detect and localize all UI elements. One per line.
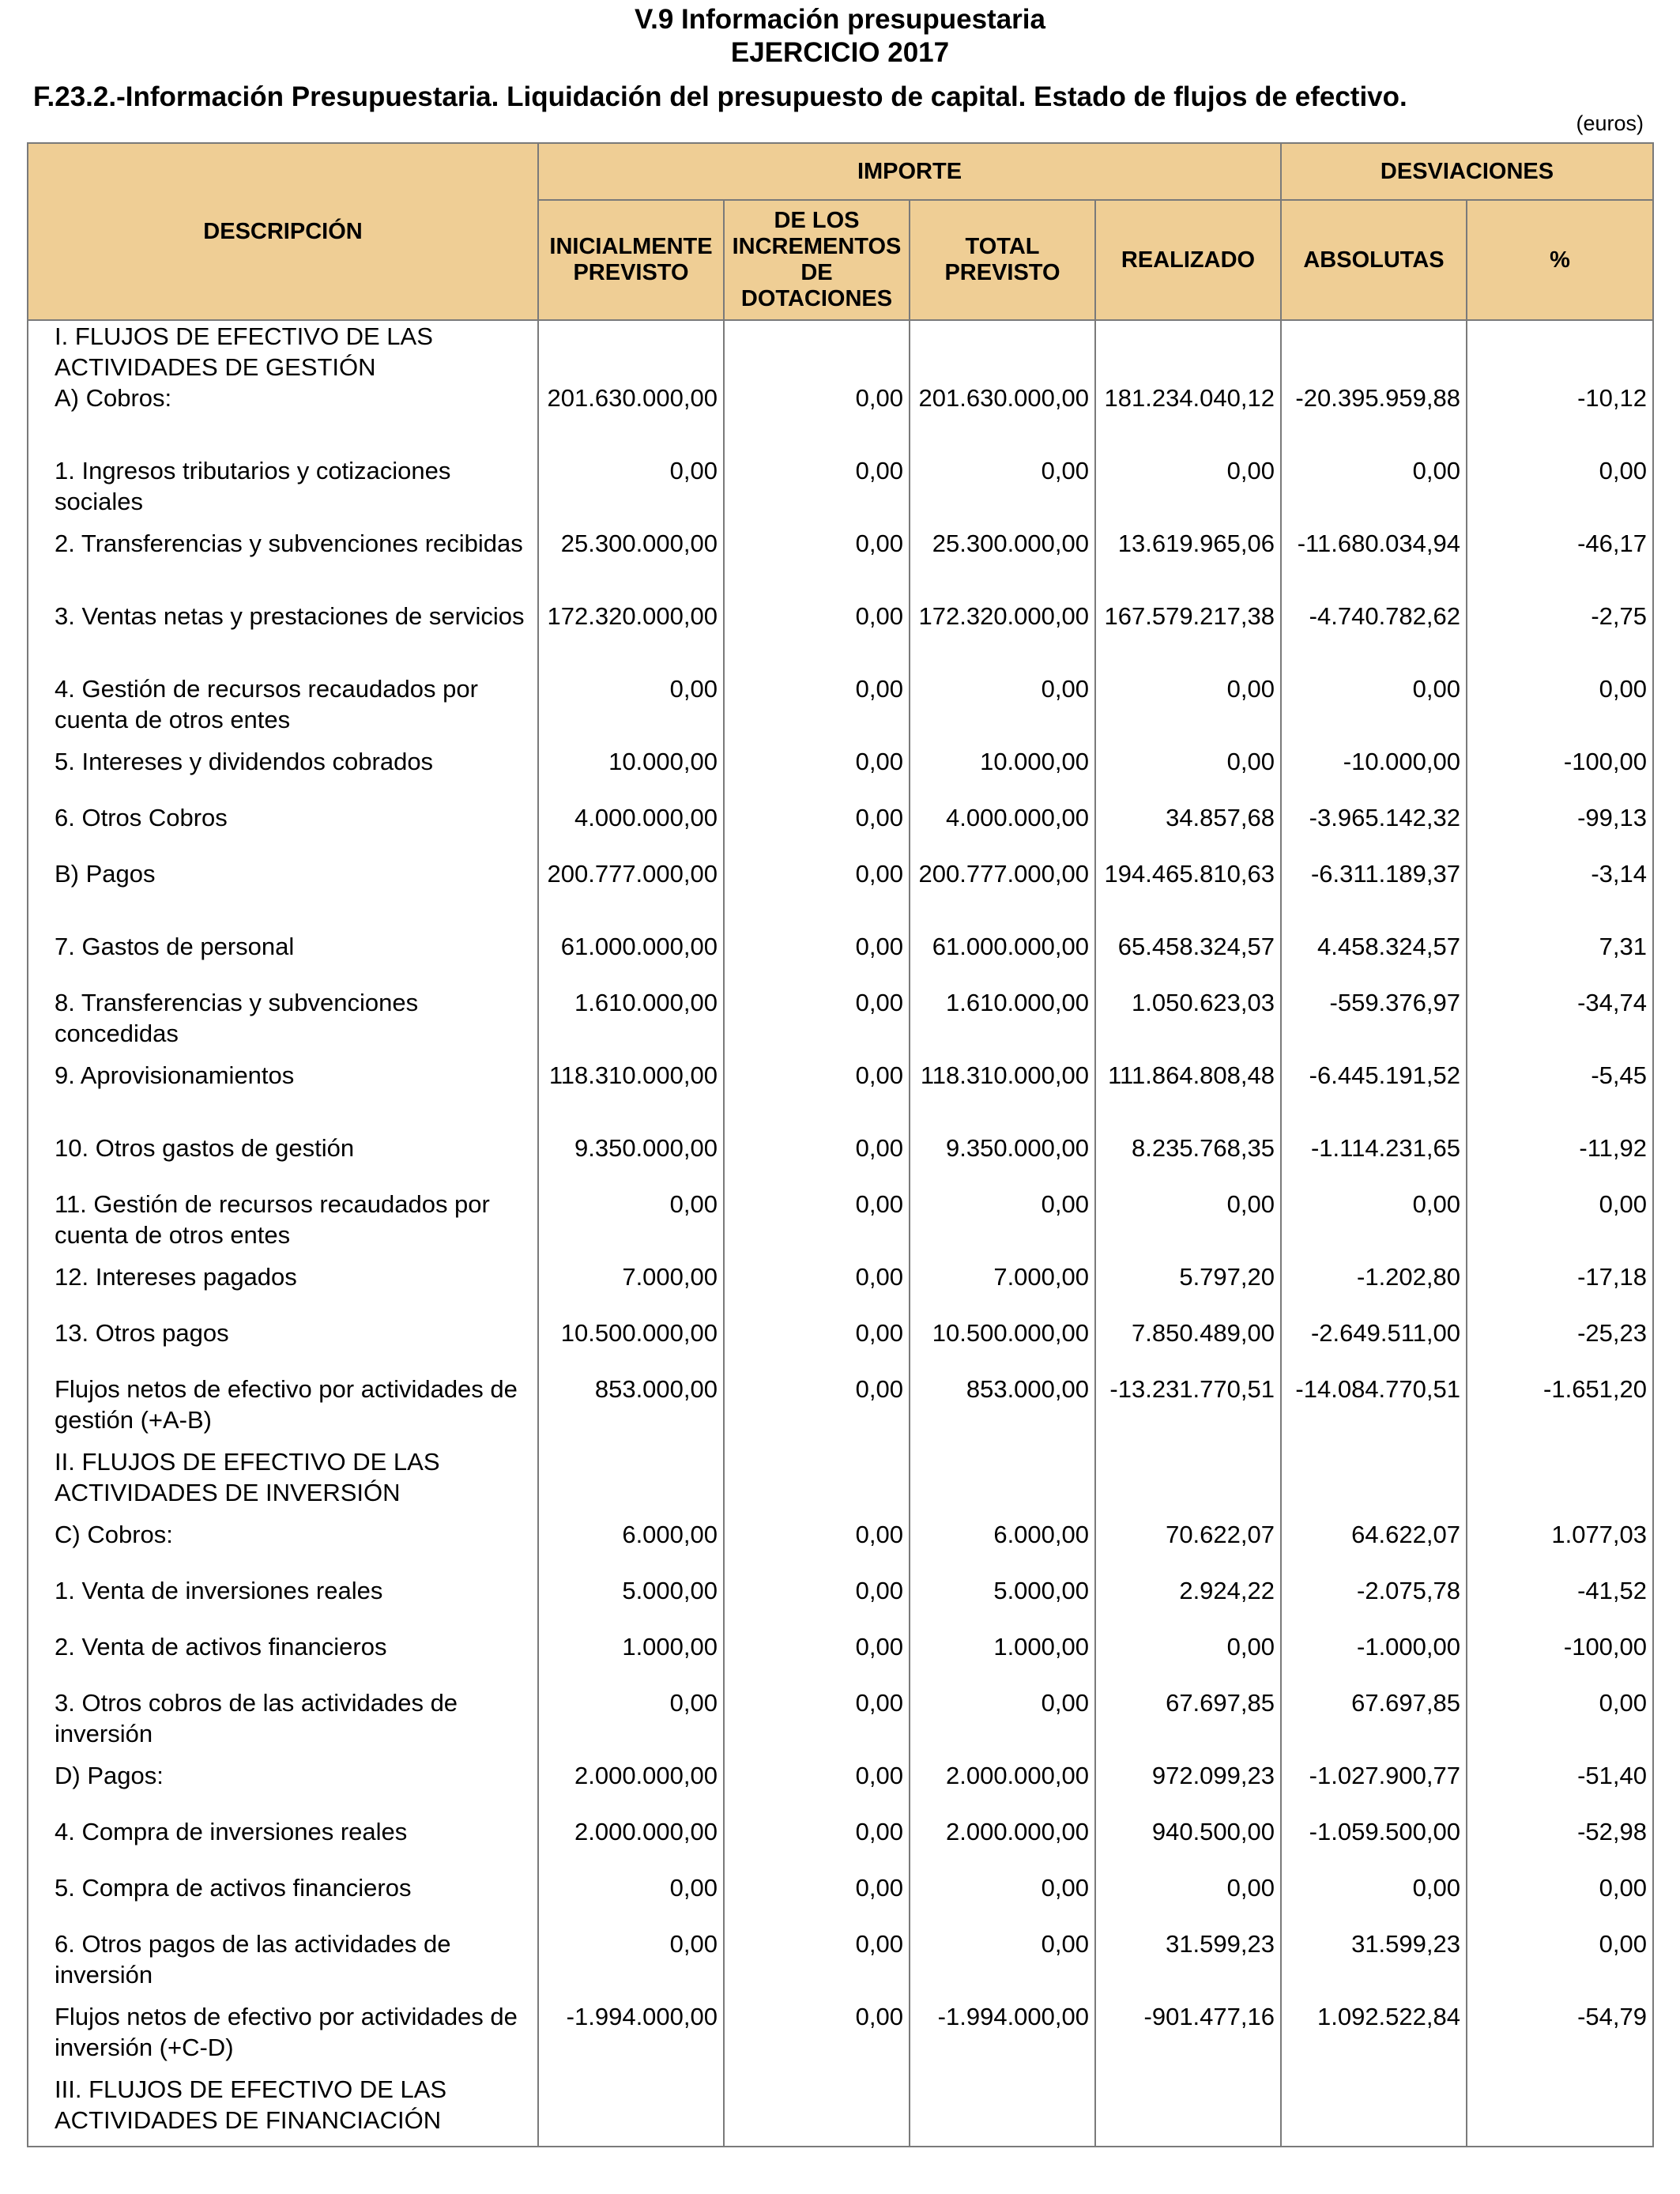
- cell-incrementos: 0,00: [724, 673, 910, 746]
- cell-total: 0,00: [910, 1687, 1095, 1760]
- row-label: 4. Compra de inversiones reales: [55, 1818, 408, 1845]
- cell-incrementos: 0,00: [724, 858, 910, 931]
- cell-absolutas: -1.114.231,65: [1281, 1133, 1467, 1189]
- cell-realizado: 0,00: [1095, 746, 1281, 802]
- cell-incrementos: 0,00: [724, 1189, 910, 1261]
- cell-absolutas: -1.000,00: [1281, 1631, 1467, 1687]
- table-row: [28, 987, 1653, 1060]
- cell-total: 4.000.000,00: [910, 802, 1095, 858]
- row-label: 8. Transferencias y subvenciones concedidas: [55, 989, 419, 1047]
- cell-inicial: [538, 320, 724, 383]
- cell-porcentaje: [1467, 320, 1653, 383]
- cell-descripcion: [28, 1519, 538, 1575]
- cell-absolutas: 4.458.324,57: [1281, 931, 1467, 987]
- cell-incrementos: 0,00: [724, 1519, 910, 1575]
- row-label: 12. Intereses pagados: [55, 1263, 297, 1291]
- cell-porcentaje: -2,75: [1467, 601, 1653, 673]
- cell-realizado: 67.697,85: [1095, 1687, 1281, 1760]
- cell-absolutas: [1281, 1446, 1467, 1519]
- row-label: 7. Gastos de personal: [55, 933, 295, 960]
- cell-porcentaje: [1467, 1446, 1653, 1519]
- cell-absolutas: [1281, 2074, 1467, 2147]
- cell-inicial: 201.630.000,00: [538, 383, 724, 455]
- cell-realizado: 8.235.768,35: [1095, 1133, 1281, 1189]
- cell-inicial: 2.000.000,00: [538, 1816, 724, 1872]
- cell-descripcion: [28, 858, 538, 931]
- cell-porcentaje: [1467, 2074, 1653, 2147]
- cell-incrementos: [724, 320, 910, 383]
- cell-realizado: 0,00: [1095, 1189, 1281, 1261]
- cell-descripcion: [28, 802, 538, 858]
- cell-realizado: 34.857,68: [1095, 802, 1281, 858]
- table-row: [28, 1687, 1653, 1760]
- cell-realizado: 31.599,23: [1095, 1928, 1281, 2001]
- header-descripcion: DESCRIPCIÓN: [28, 143, 538, 320]
- cell-descripcion: [28, 1318, 538, 1374]
- cell-total: 2.000.000,00: [910, 1760, 1095, 1816]
- row-label: 6. Otros pagos de las actividades de inversión: [55, 1930, 451, 1989]
- cell-realizado: 111.864.808,48: [1095, 1060, 1281, 1133]
- cell-total: 0,00: [910, 1872, 1095, 1928]
- cell-total: 2.000.000,00: [910, 1816, 1095, 1872]
- cell-total: 10.500.000,00: [910, 1318, 1095, 1374]
- cell-absolutas: 0,00: [1281, 455, 1467, 528]
- header-importe: IMPORTE: [538, 143, 1281, 200]
- cell-porcentaje: 0,00: [1467, 1928, 1653, 2001]
- cell-realizado: 167.579.217,38: [1095, 601, 1281, 673]
- cell-realizado: [1095, 320, 1281, 383]
- cell-inicial: 2.000.000,00: [538, 1760, 724, 1816]
- row-label: C) Cobros:: [55, 1521, 173, 1548]
- row-label: 3. Otros cobros de las actividades de inversión: [55, 1689, 458, 1747]
- cell-absolutas: -6.311.189,37: [1281, 858, 1467, 931]
- cell-descripcion: [28, 673, 538, 746]
- row-label: 1. Ingresos tributarios y cotizaciones sociales: [55, 457, 451, 515]
- cell-absolutas: 0,00: [1281, 1872, 1467, 1928]
- cell-incrementos: 0,00: [724, 1261, 910, 1318]
- header-total-previsto: TOTAL PREVISTO: [910, 200, 1095, 320]
- cell-total: 10.000,00: [910, 746, 1095, 802]
- cell-porcentaje: 0,00: [1467, 1189, 1653, 1261]
- cell-incrementos: 0,00: [724, 1318, 910, 1374]
- cell-realizado: 0,00: [1095, 455, 1281, 528]
- cell-total: [910, 2074, 1095, 2147]
- cell-total: 0,00: [910, 673, 1095, 746]
- cell-porcentaje: -11,92: [1467, 1133, 1653, 1189]
- row-label: 1. Venta de inversiones reales: [55, 1577, 383, 1604]
- row-label: A) Cobros:: [55, 384, 172, 412]
- cell-descripcion: [28, 455, 538, 528]
- table-row: [28, 383, 1653, 455]
- cell-absolutas: -20.395.959,88: [1281, 383, 1467, 455]
- cell-incrementos: 0,00: [724, 1575, 910, 1631]
- cell-realizado: 194.465.810,63: [1095, 858, 1281, 931]
- cell-realizado: 1.050.623,03: [1095, 987, 1281, 1060]
- cell-descripcion: [28, 2001, 538, 2074]
- cell-descripcion: [28, 1189, 538, 1261]
- cell-porcentaje: -46,17: [1467, 528, 1653, 601]
- cell-descripcion: [28, 1687, 538, 1760]
- cell-total: -1.994.000,00: [910, 2001, 1095, 2074]
- cell-total: 201.630.000,00: [910, 383, 1095, 455]
- table-row: [28, 1631, 1653, 1687]
- cell-absolutas: -1.027.900,77: [1281, 1760, 1467, 1816]
- table-row: [28, 1261, 1653, 1318]
- cell-inicial: 9.350.000,00: [538, 1133, 724, 1189]
- cell-porcentaje: -5,45: [1467, 1060, 1653, 1133]
- cell-porcentaje: 1.077,03: [1467, 1519, 1653, 1575]
- cell-absolutas: -11.680.034,94: [1281, 528, 1467, 601]
- cell-descripcion: [28, 746, 538, 802]
- cell-descripcion: [28, 1261, 538, 1318]
- cell-absolutas: 67.697,85: [1281, 1687, 1467, 1760]
- cell-total: 853.000,00: [910, 1374, 1095, 1446]
- header-porcentaje: %: [1467, 200, 1653, 320]
- cell-realizado: -13.231.770,51: [1095, 1374, 1281, 1446]
- cell-realizado: 972.099,23: [1095, 1760, 1281, 1816]
- cell-incrementos: 0,00: [724, 802, 910, 858]
- cell-incrementos: 0,00: [724, 601, 910, 673]
- table-row: [28, 2001, 1653, 2074]
- cell-total: 7.000,00: [910, 1261, 1095, 1318]
- cell-inicial: 200.777.000,00: [538, 858, 724, 931]
- cell-inicial: 61.000.000,00: [538, 931, 724, 987]
- cash-flow-table: [27, 142, 1654, 2147]
- cell-incrementos: 0,00: [724, 455, 910, 528]
- cell-total: [910, 1446, 1095, 1519]
- header-absolutas: ABSOLUTAS: [1281, 200, 1467, 320]
- cell-descripcion: [28, 1872, 538, 1928]
- row-label: III. FLUJOS DE EFECTIVO DE LAS ACTIVIDADES DE FINANCIACIÓN: [55, 2075, 447, 2134]
- table-row: [28, 1318, 1653, 1374]
- cell-absolutas: 31.599,23: [1281, 1928, 1467, 2001]
- cell-descripcion: [28, 528, 538, 601]
- cell-incrementos: 0,00: [724, 1816, 910, 1872]
- cell-total: 9.350.000,00: [910, 1133, 1095, 1189]
- cell-inicial: 4.000.000,00: [538, 802, 724, 858]
- cell-absolutas: -6.445.191,52: [1281, 1060, 1467, 1133]
- table-row: [28, 2074, 1653, 2147]
- cell-inicial: 0,00: [538, 1687, 724, 1760]
- cell-inicial: 10.000,00: [538, 746, 724, 802]
- table-row: [28, 1374, 1653, 1446]
- cell-porcentaje: -3,14: [1467, 858, 1653, 931]
- cell-realizado: 0,00: [1095, 1631, 1281, 1687]
- cell-porcentaje: 0,00: [1467, 455, 1653, 528]
- cell-total: 0,00: [910, 1928, 1095, 2001]
- cell-porcentaje: -54,79: [1467, 2001, 1653, 2074]
- cell-incrementos: 0,00: [724, 1374, 910, 1446]
- cell-porcentaje: -1.651,20: [1467, 1374, 1653, 1446]
- cell-total: 0,00: [910, 455, 1095, 528]
- table-row: [28, 601, 1653, 673]
- header-inicialmente-previsto: INICIALMENTE PREVISTO: [538, 200, 724, 320]
- cell-total: 6.000,00: [910, 1519, 1095, 1575]
- cell-realizado: 181.234.040,12: [1095, 383, 1281, 455]
- cell-porcentaje: -25,23: [1467, 1318, 1653, 1374]
- table-row: [28, 1519, 1653, 1575]
- cell-total: 0,00: [910, 1189, 1095, 1261]
- cell-inicial: 6.000,00: [538, 1519, 724, 1575]
- cell-inicial: 5.000,00: [538, 1575, 724, 1631]
- cell-inicial: 0,00: [538, 1872, 724, 1928]
- cell-realizado: -901.477,16: [1095, 2001, 1281, 2074]
- cell-realizado: 7.850.489,00: [1095, 1318, 1281, 1374]
- cell-incrementos: 0,00: [724, 2001, 910, 2074]
- cell-incrementos: 0,00: [724, 1928, 910, 2001]
- cell-descripcion: [28, 1928, 538, 2001]
- cell-total: 5.000,00: [910, 1575, 1095, 1631]
- cell-inicial: 1.610.000,00: [538, 987, 724, 1060]
- cell-inicial: 10.500.000,00: [538, 1318, 724, 1374]
- cell-total: 118.310.000,00: [910, 1060, 1095, 1133]
- table-row: [28, 1060, 1653, 1133]
- table-body: [28, 320, 1653, 2147]
- cell-realizado: 0,00: [1095, 673, 1281, 746]
- cell-incrementos: 0,00: [724, 746, 910, 802]
- cell-total: 61.000.000,00: [910, 931, 1095, 987]
- cell-descripcion: [28, 1631, 538, 1687]
- cell-incrementos: [724, 2074, 910, 2147]
- table-row: [28, 1133, 1653, 1189]
- table-row: [28, 1760, 1653, 1816]
- row-label: 2. Venta de activos financieros: [55, 1633, 387, 1661]
- cell-descripcion: [28, 1060, 538, 1133]
- cell-absolutas: 0,00: [1281, 673, 1467, 746]
- table-row: [28, 746, 1653, 802]
- cell-realizado: 65.458.324,57: [1095, 931, 1281, 987]
- table-row: [28, 1446, 1653, 1519]
- row-label: I. FLUJOS DE EFECTIVO DE LAS ACTIVIDADES DE GESTIÓN: [55, 322, 433, 381]
- row-label: 5. Intereses y dividendos cobrados: [55, 748, 434, 775]
- row-label: 4. Gestión de recursos recaudados por cuenta de otros entes: [55, 675, 478, 733]
- cell-realizado: 70.622,07: [1095, 1519, 1281, 1575]
- cell-porcentaje: -17,18: [1467, 1261, 1653, 1318]
- cell-incrementos: 0,00: [724, 1687, 910, 1760]
- cell-inicial: 1.000,00: [538, 1631, 724, 1687]
- table-row: [28, 1189, 1653, 1261]
- cell-descripcion: [28, 1374, 538, 1446]
- row-label: Flujos netos de efectivo por actividades de gestión (+A-B): [55, 1375, 518, 1434]
- table-row: [28, 673, 1653, 746]
- cell-absolutas: -559.376,97: [1281, 987, 1467, 1060]
- cell-absolutas: -1.202,80: [1281, 1261, 1467, 1318]
- row-label: 5. Compra de activos financieros: [55, 1874, 412, 1902]
- cell-inicial: 118.310.000,00: [538, 1060, 724, 1133]
- table-row: [28, 858, 1653, 931]
- cell-inicial: 0,00: [538, 1928, 724, 2001]
- row-label: Flujos netos de efectivo por actividades de inversión (+C-D): [55, 2003, 518, 2061]
- table-row: [28, 1816, 1653, 1872]
- cell-total: 172.320.000,00: [910, 601, 1095, 673]
- cell-descripcion: [28, 931, 538, 987]
- cell-incrementos: 0,00: [724, 931, 910, 987]
- cell-porcentaje: -52,98: [1467, 1816, 1653, 1872]
- row-label: 9. Aprovisionamientos: [55, 1061, 295, 1089]
- cell-porcentaje: -99,13: [1467, 802, 1653, 858]
- cell-porcentaje: -100,00: [1467, 746, 1653, 802]
- row-label: 3. Ventas netas y prestaciones de servicios: [55, 602, 525, 630]
- cell-realizado: 2.924,22: [1095, 1575, 1281, 1631]
- cell-incrementos: 0,00: [724, 1060, 910, 1133]
- cell-total: [910, 320, 1095, 383]
- cell-porcentaje: -41,52: [1467, 1575, 1653, 1631]
- cell-inicial: -1.994.000,00: [538, 2001, 724, 2074]
- cell-descripcion: [28, 1133, 538, 1189]
- row-label: 11. Gestión de recursos recaudados por cuenta de otros entes: [55, 1190, 490, 1249]
- cell-descripcion: [28, 1575, 538, 1631]
- header-incrementos: DE LOS INCREMENTOS DE DOTACIONES: [724, 200, 910, 320]
- exercise-year: EJERCICIO 2017: [730, 37, 950, 68]
- currency-unit: (euros): [1576, 111, 1644, 135]
- table-row: [28, 455, 1653, 528]
- cell-incrementos: 0,00: [724, 1872, 910, 1928]
- cell-incrementos: 0,00: [724, 383, 910, 455]
- row-label: B) Pagos: [55, 860, 156, 888]
- cell-descripcion: [28, 320, 538, 383]
- row-label: 2. Transferencias y subvenciones recibidas: [55, 530, 523, 557]
- table-row: [28, 1575, 1653, 1631]
- cell-inicial: 0,00: [538, 455, 724, 528]
- cell-realizado: 5.797,20: [1095, 1261, 1281, 1318]
- cell-porcentaje: 0,00: [1467, 1687, 1653, 1760]
- cell-total: 200.777.000,00: [910, 858, 1095, 931]
- cell-realizado: [1095, 1446, 1281, 1519]
- cell-descripcion: [28, 383, 538, 455]
- cell-porcentaje: -51,40: [1467, 1760, 1653, 1816]
- cell-incrementos: 0,00: [724, 1631, 910, 1687]
- cell-inicial: 172.320.000,00: [538, 601, 724, 673]
- cell-realizado: 940.500,00: [1095, 1816, 1281, 1872]
- table-row: [28, 1872, 1653, 1928]
- cell-incrementos: [724, 1446, 910, 1519]
- cell-absolutas: -4.740.782,62: [1281, 601, 1467, 673]
- cell-inicial: 7.000,00: [538, 1261, 724, 1318]
- cell-porcentaje: 0,00: [1467, 1872, 1653, 1928]
- cell-absolutas: 64.622,07: [1281, 1519, 1467, 1575]
- cell-absolutas: -3.965.142,32: [1281, 802, 1467, 858]
- cell-absolutas: [1281, 320, 1467, 383]
- cell-inicial: 0,00: [538, 673, 724, 746]
- cell-inicial: 0,00: [538, 1189, 724, 1261]
- cell-absolutas: -2.075,78: [1281, 1575, 1467, 1631]
- cell-incrementos: 0,00: [724, 1133, 910, 1189]
- cell-porcentaje: -34,74: [1467, 987, 1653, 1060]
- cell-porcentaje: -10,12: [1467, 383, 1653, 455]
- cell-incrementos: 0,00: [724, 528, 910, 601]
- row-label: 13. Otros pagos: [55, 1319, 229, 1347]
- cell-descripcion: [28, 2074, 538, 2147]
- table-row: [28, 528, 1653, 601]
- cell-incrementos: 0,00: [724, 1760, 910, 1816]
- cell-realizado: [1095, 2074, 1281, 2147]
- table-row: [28, 1928, 1653, 2001]
- row-label: II. FLUJOS DE EFECTIVO DE LAS ACTIVIDADES DE INVERSIÓN: [55, 1448, 440, 1506]
- cell-inicial: 25.300.000,00: [538, 528, 724, 601]
- cell-absolutas: -14.084.770,51: [1281, 1374, 1467, 1446]
- cell-realizado: 13.619.965,06: [1095, 528, 1281, 601]
- cell-absolutas: 1.092.522,84: [1281, 2001, 1467, 2074]
- table-subtitle: F.23.2.-Información Presupuestaria. Liquidación del presupuesto de capital. Estado de flujos de efectivo.: [33, 81, 1407, 112]
- cell-total: 25.300.000,00: [910, 528, 1095, 601]
- cell-porcentaje: 0,00: [1467, 673, 1653, 746]
- cell-descripcion: [28, 1446, 538, 1519]
- cell-descripcion: [28, 987, 538, 1060]
- header-realizado: REALIZADO: [1095, 200, 1281, 320]
- document-title: V.9 Información presupuestaria: [635, 4, 1045, 35]
- cell-absolutas: -2.649.511,00: [1281, 1318, 1467, 1374]
- cell-descripcion: [28, 1760, 538, 1816]
- row-label: D) Pagos:: [55, 1762, 164, 1789]
- table-row: [28, 931, 1653, 987]
- cell-porcentaje: -100,00: [1467, 1631, 1653, 1687]
- cell-absolutas: -1.059.500,00: [1281, 1816, 1467, 1872]
- cell-absolutas: 0,00: [1281, 1189, 1467, 1261]
- cell-total: 1.000,00: [910, 1631, 1095, 1687]
- cell-incrementos: 0,00: [724, 987, 910, 1060]
- cell-inicial: 853.000,00: [538, 1374, 724, 1446]
- table-row: [28, 320, 1653, 383]
- row-label: 6. Otros Cobros: [55, 804, 228, 831]
- cell-total: 1.610.000,00: [910, 987, 1095, 1060]
- cell-descripcion: [28, 601, 538, 673]
- cell-inicial: [538, 1446, 724, 1519]
- cell-realizado: 0,00: [1095, 1872, 1281, 1928]
- row-label: 10. Otros gastos de gestión: [55, 1134, 355, 1162]
- cell-absolutas: -10.000,00: [1281, 746, 1467, 802]
- table-row: [28, 802, 1653, 858]
- cell-inicial: [538, 2074, 724, 2147]
- cell-porcentaje: 7,31: [1467, 931, 1653, 987]
- cell-descripcion: [28, 1816, 538, 1872]
- header-desviaciones: DESVIACIONES: [1281, 143, 1653, 200]
